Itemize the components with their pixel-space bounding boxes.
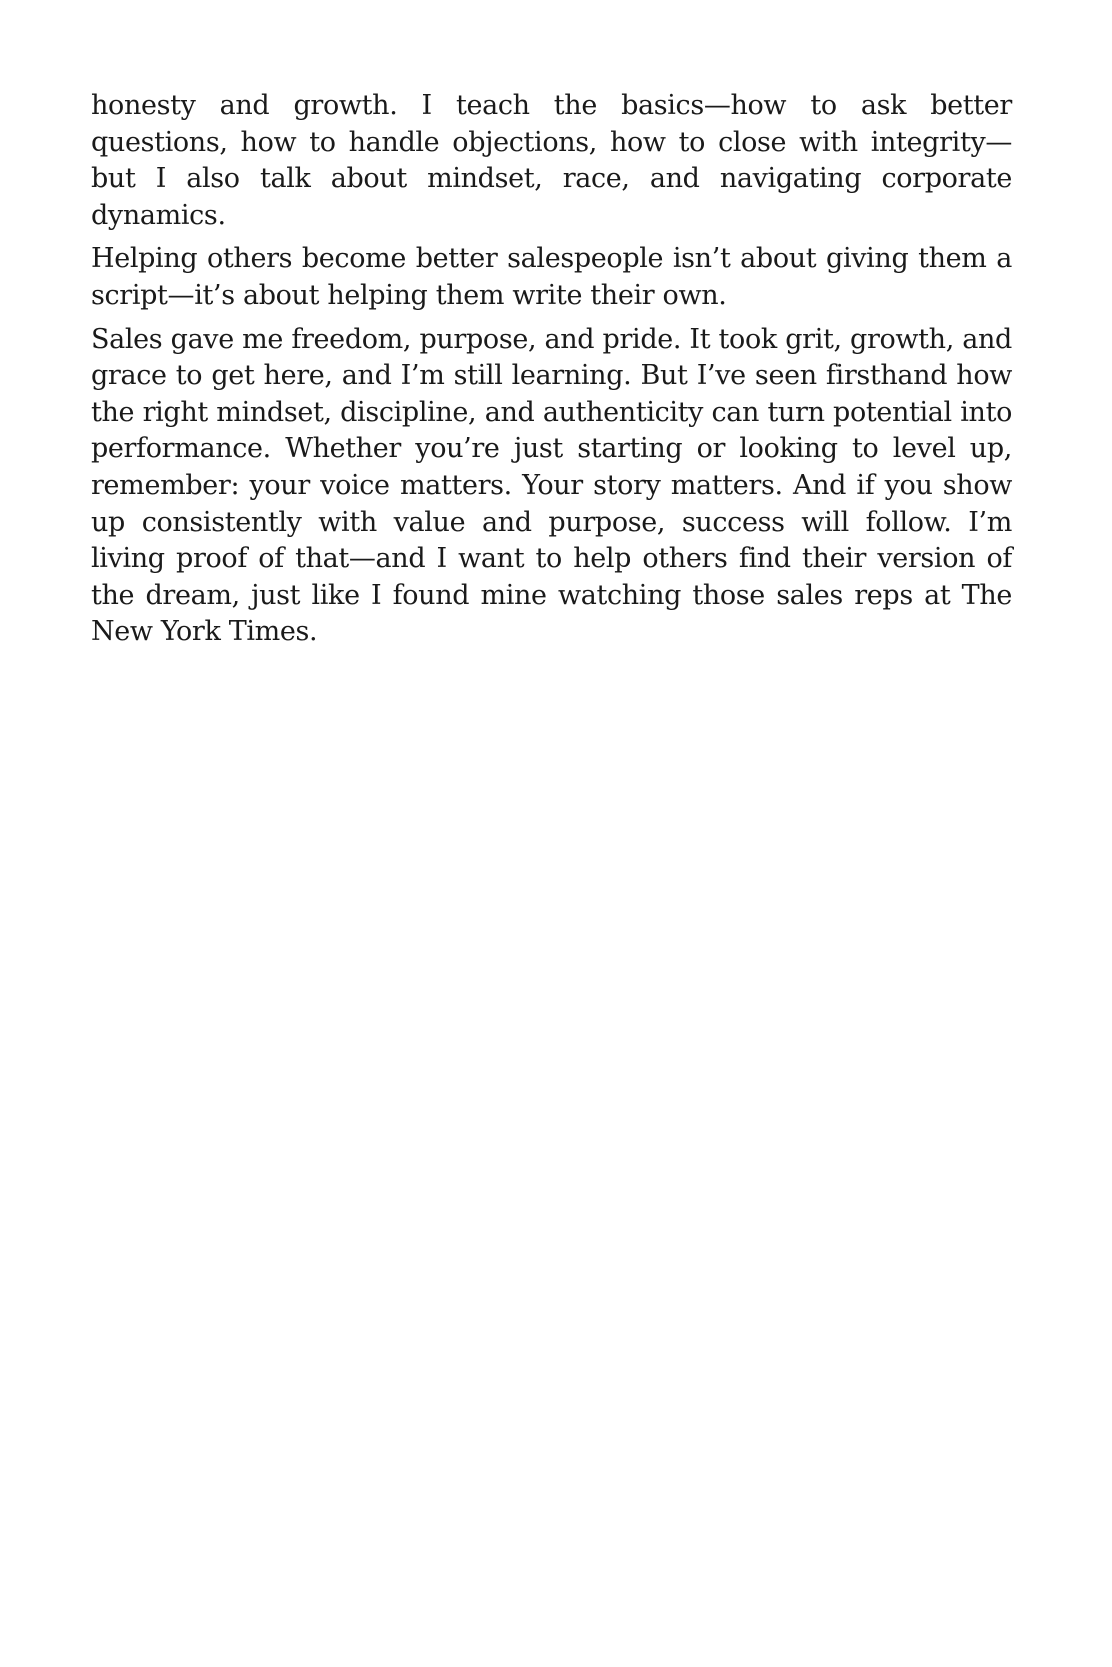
document-page (91, 88, 1012, 658)
paragraph-conclusion: Sales gave me freedom, purpose, and pride. It took grit, growth, and grace to get here, and I’m still learning. But I’ve seen firsthand how the right mindset, discipline, and authenticity can turn potential into performance. Whether you’re just starting or looking to level up, remember: your voice matters. Your story matters. And if you show up consistently with value and purpose, success will follow. I’m living proof of that—and I want to help others find their version of the dream, just like I found mine watching those sales reps at The New York Times. (91, 323, 1012, 648)
paragraph-teaching: honesty and growth. I teach the basics—how to ask better questions, how to handle objections, how to close with integrity—but I also talk about mindset, race, and navigating corporate dynamics. (91, 90, 1012, 231)
paragraph-script: Helping others become better salespeople isn’t about giving them a script—it’s about helping them write their own. (91, 243, 1012, 311)
